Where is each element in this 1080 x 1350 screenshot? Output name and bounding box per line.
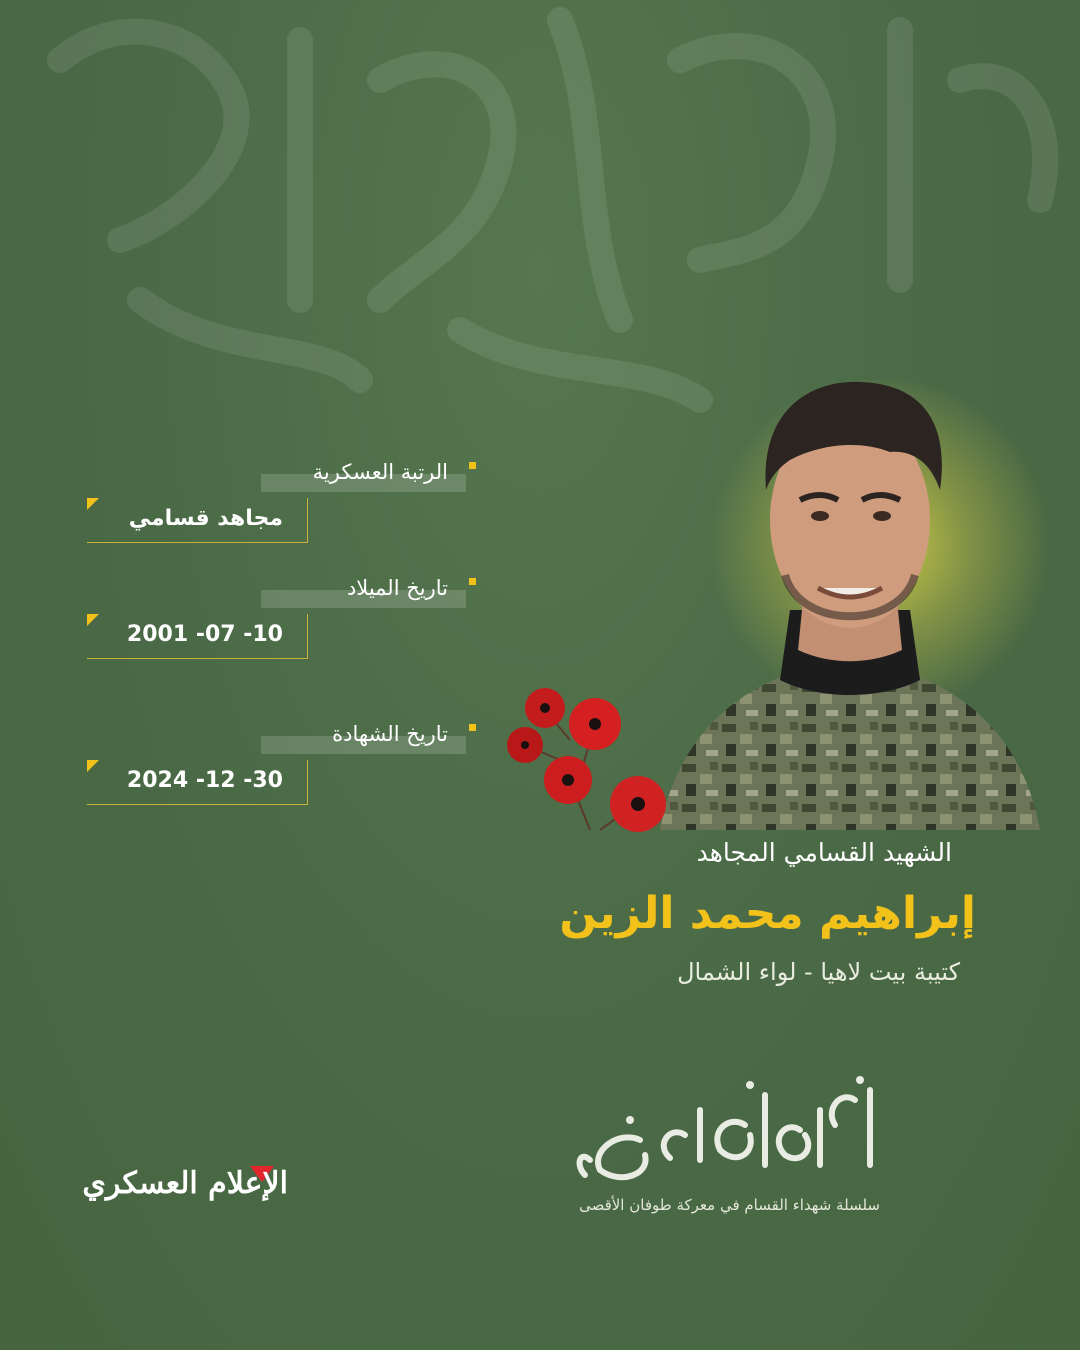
rank-block [86, 460, 476, 543]
bullet-dot [469, 462, 476, 469]
martyr-subtitle: الشهيد القسامي المجاهد [696, 838, 952, 867]
martyrdom-date-label: تاريخ الشهادة [332, 722, 448, 746]
series-logo [570, 1070, 890, 1190]
media-name: الإعلام العسكري [82, 1166, 288, 1201]
background-calligraphy [0, 0, 1080, 420]
bullet-dot [469, 578, 476, 585]
rank-label: الرتبة العسكرية [312, 460, 448, 484]
media-logo [78, 1162, 288, 1222]
rank-value: مجاهد قسامي [128, 506, 283, 531]
martyrdom-date-value: 30- 12- 2024 [126, 768, 283, 793]
birth-date-block [86, 576, 476, 659]
birth-date-value: 10- 07- 2001 [126, 622, 283, 647]
portrait-photo [640, 360, 1060, 830]
series-subtitle: سلسلة شهداء القسام في معركة طوفان الأقصى [579, 1196, 880, 1214]
corner-marker [87, 614, 99, 626]
bullet-dot [469, 724, 476, 731]
martyrdom-date-block [86, 722, 476, 805]
corner-marker [87, 760, 99, 772]
corner-marker [87, 498, 99, 510]
poppy-flowers [500, 680, 690, 850]
martyr-unit: كتيبة بيت لاهيا - لواء الشمال [677, 958, 960, 986]
birth-date-label: تاريخ الميلاد [346, 576, 448, 600]
martyr-name: إبراهيم محمد الزين [559, 888, 976, 939]
